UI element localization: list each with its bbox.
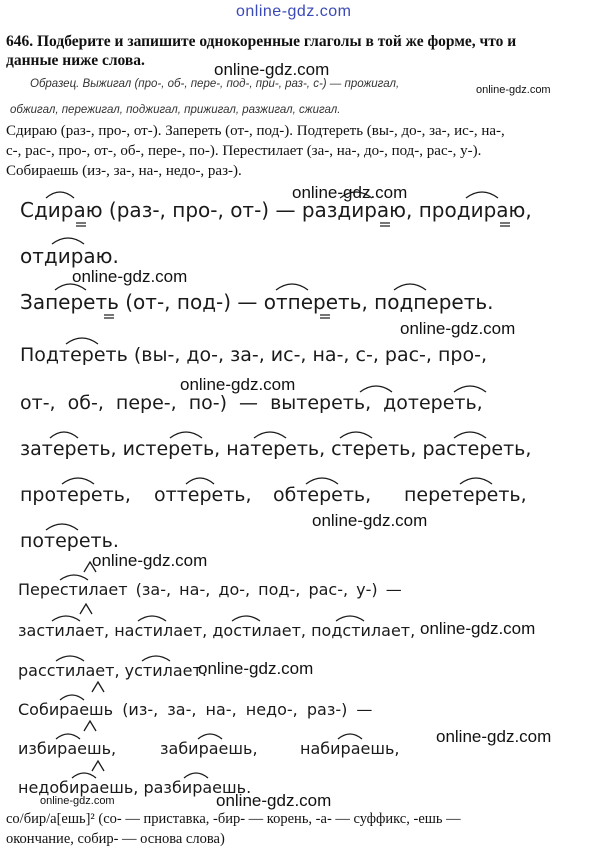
answer-line-5: от-, об-, пере-, по-) — вытереть, дотереть, (20, 392, 483, 414)
footer-line1: со/бир/а[ешь]² (со- — приставка, -бир- — корень, -а- — суффикс, -ешь — (6, 811, 461, 827)
site-watermark: online-gdz.com (400, 319, 516, 338)
root-arc-mark (170, 432, 202, 438)
answer-line-7-word-4: перетереть, (404, 484, 527, 506)
root-arc-mark (52, 238, 84, 244)
answer-line-10: застилает, настилает, достилает, подстилает, (18, 621, 416, 640)
root-arc-mark (46, 192, 74, 198)
root-arc-mark (360, 386, 392, 392)
root-arc-mark (306, 478, 338, 484)
site-watermark: online-gdz.com (214, 60, 330, 79)
root-arc-mark (276, 284, 308, 290)
root-arc-mark (60, 575, 88, 580)
root-arc-mark (454, 386, 486, 392)
root-arc-mark (66, 338, 98, 344)
answer-line-4: Подтереть (вы-, до-, за-, ис-, на-, с-, рас-, про-, (20, 344, 487, 366)
site-watermark-top: online-gdz.com (236, 3, 352, 20)
answer-line-11: расстилает, устилает. (18, 661, 207, 680)
site-watermark: online-gdz.com (436, 727, 552, 746)
root-arc-mark (72, 773, 96, 778)
root-arc-mark (466, 192, 498, 198)
example-line2: обжигал, пережигал, поджигал, прижигал, разжигал, сжигал. (10, 104, 341, 116)
root-arc-mark (142, 656, 170, 661)
site-watermark: online-gdz.com (92, 551, 208, 570)
answer-line-7-word-3: обтереть, (273, 484, 372, 506)
root-arc-mark (336, 616, 364, 621)
answer-line-13-word-1: избираешь, (18, 739, 117, 758)
answer-line-3: Запереть (от-, под-) — отпереть, подпереть. (20, 290, 494, 314)
site-watermark: online-gdz.com (420, 619, 536, 638)
root-arc-mark (460, 478, 492, 484)
root-arc-mark (62, 478, 94, 484)
root-arc-mark (60, 695, 84, 700)
answer-line-12: Собираешь (из-, за-, на-, недо-, раз-) — (18, 700, 373, 719)
task-body-line1: Сдираю (раз-, про-, от-). Запереть (от-, под-). Подтереть (вы-, до-, за-, ис-, на-, (6, 123, 505, 139)
site-watermark: online-gdz.com (216, 791, 332, 810)
answer-line-7-word-2: оттереть, (154, 484, 252, 506)
answer-line-14: недобираешь, разбираешь. (18, 778, 252, 797)
suffix-mark (92, 761, 104, 771)
answer-line-7-word-1: протереть, (20, 484, 131, 506)
site-watermark: online-gdz.com (476, 84, 551, 96)
root-arc-mark (454, 432, 486, 438)
task-body-line3: Собираешь (из-, за-, на-, недо-, раз-). (6, 163, 242, 179)
root-arc-mark (394, 284, 426, 290)
site-watermark: online-gdz.com (180, 375, 296, 394)
root-arc-mark (338, 734, 362, 739)
suffix-mark (84, 721, 96, 731)
answer-line-9: Перестилает (за-, на-, до-, под-, рас-, у-) — (18, 580, 402, 599)
answer-line-13-word-2: забираешь, (160, 739, 258, 758)
suffix-mark (80, 604, 92, 614)
site-watermark: online-gdz.com (312, 511, 428, 530)
root-arc-mark (186, 478, 214, 484)
root-arc-mark (46, 524, 78, 530)
example-line1: Образец. Выжигал (про-, об-, пере-, под-, при-, раз-, с-) — прожигал, (30, 78, 400, 90)
suffix-mark (92, 682, 104, 692)
root-arc-mark (232, 616, 260, 621)
root-arc-mark (50, 432, 78, 438)
site-watermark: online-gdz.com (72, 267, 188, 286)
answer-line-8: потереть. (20, 530, 119, 552)
answer-line-13-word-3: набираешь, (300, 739, 400, 758)
task-title-line2: данные ниже слова. (6, 52, 145, 69)
site-watermark: online-gdz.com (40, 795, 115, 807)
answer-line-1: Сдираю (раз-, про-, от-) — раздираю, продираю, (20, 198, 532, 222)
site-watermark: online-gdz.com (292, 183, 408, 202)
site-watermark: online-gdz.com (198, 659, 314, 678)
root-arc-mark (198, 734, 222, 739)
footer-line2: окончание, собир- — основа слова) (6, 831, 225, 847)
answer-line-2: отдираю. (20, 244, 119, 268)
root-arc-mark (184, 773, 208, 778)
root-arc-mark (56, 734, 80, 739)
root-arc-mark (56, 656, 84, 661)
task-title-line1: 646. Подберите и запишите однокоренные глаголы в той же форме, что и (6, 33, 517, 50)
answer-line-6: затереть, истереть, натереть, стереть, растереть, (20, 438, 532, 460)
task-body-line2: с-, рас-, про-, от-, об-, пере-, по-). Перестилает (за-, на-, до-, под-, рас-, у-). (6, 143, 482, 159)
root-arc-mark (340, 432, 372, 438)
root-arc-mark (52, 616, 80, 621)
root-arc-mark (138, 616, 166, 621)
root-arc-mark (254, 432, 286, 438)
